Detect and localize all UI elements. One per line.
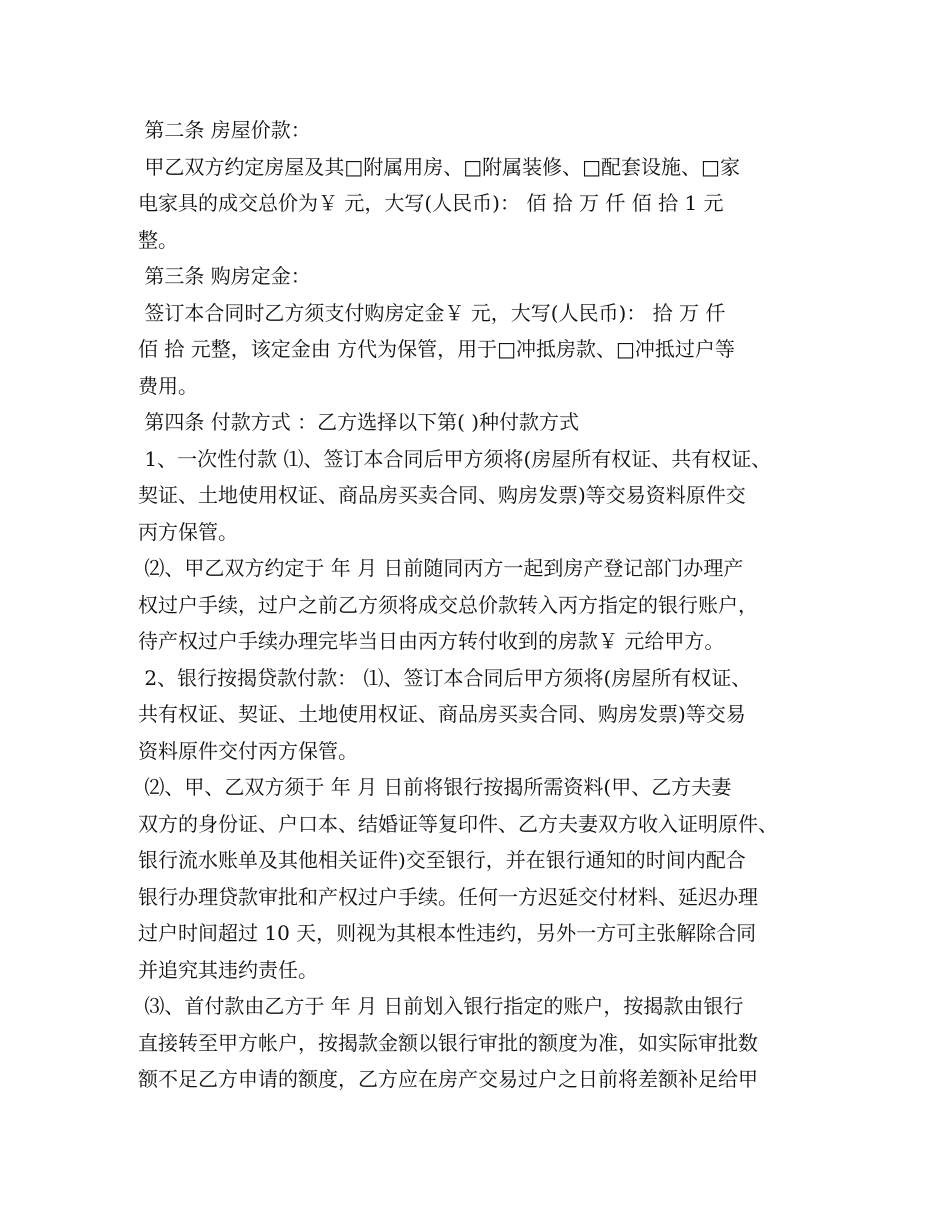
- text-line: 整。: [138, 227, 178, 252]
- text-line: 佰 拾 元整，该定金由 方代为保管，用于□冲抵房款、□冲抵过户等: [138, 337, 735, 361]
- text-line: 共有权证、契证、土地使用权证、商品房买卖合同、购房发票)等交易: [138, 702, 746, 726]
- article-3-heading: 第三条 购房定金：: [138, 264, 311, 288]
- text-line: 契证、土地使用权证、商品房买卖合同、购房发票)等交易资料原件交: [138, 483, 746, 507]
- text-line: ⑵、甲、乙双方须于 年 月 日前将银行按揭所需资料(甲、乙方夫妻: [138, 775, 732, 799]
- text-line: ⑵、甲乙双方约定于 年 月 日前随同丙方一起到房产登记部门办理产: [138, 556, 744, 580]
- text-line: 签订本合同时乙方须支付购房定金￥ 元，大写(人民币)： 拾 万 仟: [138, 300, 726, 325]
- text-line: 2、银行按揭贷款付款： ⑴、签订本合同后甲方须将(房屋所有权证、: [138, 665, 752, 690]
- article-2-heading: 第二条 房屋价款：: [138, 118, 311, 142]
- text-line: 额不足乙方申请的额度，乙方应在房产交易过户之日前将差额补足给甲: [138, 1067, 758, 1091]
- text-line: 过户时间超过 10 天，则视为其根本性违约，另外一方可主张解除合同: [138, 921, 757, 945]
- text-line: 并追究其违约责任。: [138, 957, 318, 982]
- text-line: 费用。: [138, 373, 198, 398]
- text-line: 待产权过户手续办理完毕当日由丙方转付收到的房款￥ 元给甲方。: [138, 629, 725, 653]
- text-line: 银行流水账单及其他相关证件)交至银行，并在银行通知的时间内配合: [138, 848, 746, 872]
- text-line: 甲乙双方约定房屋及其□附属用房、□附属装修、□配套设施、□家: [138, 154, 740, 179]
- text-line: ⑶、首付款由乙方于 年 月 日前划入银行指定的账户，按揭款由银行: [138, 994, 744, 1018]
- text-line: 丙方保管。: [138, 519, 238, 544]
- text-line: 直接转至甲方帐户，按揭款金额以银行审批的额度为准，如实际审批数: [138, 1030, 758, 1055]
- text-line: 1、一次性付款 ⑴、签订本合同后甲方须将(房屋所有权证、共有权证、: [138, 446, 772, 471]
- text-line: 资料原件交付丙方保管。: [138, 738, 358, 763]
- text-line: 权过户手续，过户之前乙方须将成交总价款转入丙方指定的银行账户，: [138, 592, 758, 617]
- article-4-heading: 第四条 付款方式 ：乙方选择以下第( )种付款方式: [138, 410, 580, 434]
- text-line: 银行办理贷款审批和产权过户手续。任何一方迟延交付材料、延迟办理: [138, 884, 758, 909]
- contract-text: [138, 112, 828, 1098]
- text-line: 双方的身份证、户口本、结婚证等复印件、乙方夫妻双方收入证明原件、: [138, 811, 778, 836]
- text-line: 电家具的成交总价为￥ 元，大写(人民币)： 佰 拾 万 仟 佰 拾 1 元: [138, 191, 724, 215]
